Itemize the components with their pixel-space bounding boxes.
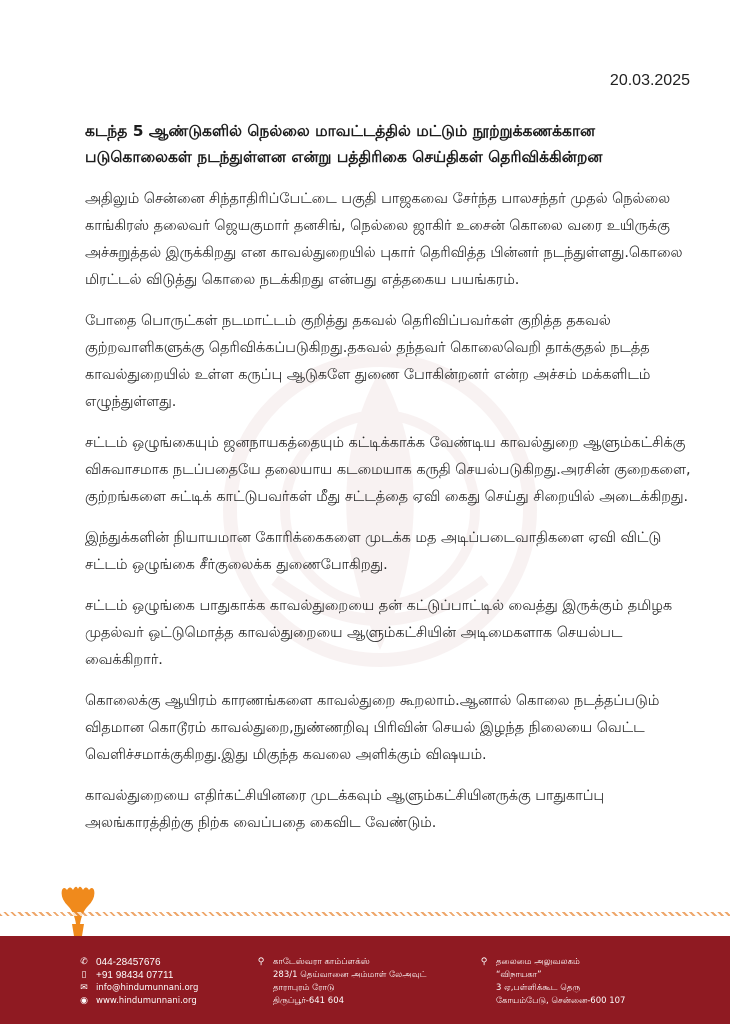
- phone-row: [78, 956, 248, 969]
- decorative-divider: [0, 912, 730, 916]
- address1-line1: காடேஸ்வரா காம்ப்ளக்ஸ்: [273, 957, 370, 967]
- paragraph-4: இந்துக்களின் நியாயமான கோரிக்கைகளை முடக்க மத அடிப்படைவாதிகளை ஏவி விட்டு சட்டம் ஒழுங்கை சீர்குலைக்க துணைபோகிறது.: [85, 530, 662, 573]
- address2-line1: தலைமை அலுவலகம்: [496, 957, 580, 967]
- address1-line1-row: [255, 956, 455, 969]
- address1-line4: திருப்பூர்-641 604: [273, 996, 345, 1006]
- address1-line3: தாராபுரம் ரோடு: [273, 983, 335, 993]
- email-row: [78, 982, 248, 995]
- paragraph-3: சட்டம் ஒழுங்கையும் ஜனநாயகத்தையும் கட்டிக்காக்க வேண்டிய காவல்துறை ஆளும்கட்சிக்கு விசுவாசமாக நடப்பதையே தலையாய கடமையாக கருதி செயல்படுகிறது.அரசின் குறைகளை, குற்றங்களை சுட்டிக் காட்டுபவர்கள் மீது சட்டத்தை ஏவி கைது செய்து சிறையில் அடைக்கிறது.: [85, 435, 691, 505]
- paragraph-5: சட்டம் ஒழுங்கை பாதுகாக்க காவல்துறையை தன் கட்டுப்பாட்டில் வைத்து இருக்கும் தமிழக முதல்வர் ஒட்டுமொத்த காவல்துறையை ஆளும்கட்சியின் அடிமைகளாக செயல்பட வைக்கிறார்.: [85, 598, 673, 668]
- web-row: [78, 995, 248, 1008]
- globe-icon: ◉: [80, 996, 88, 1006]
- footer-bar: [0, 936, 730, 1024]
- address2-line2: “விநாயகா”: [496, 970, 542, 980]
- contact-column: [78, 956, 248, 1008]
- paragraph-2: போதை பொருட்கள் நடமாட்டம் குறித்து தகவல் தெரிவிப்பவர்கள் குறித்த தகவல் குற்றவாளிகளுக்கு தெரிவிக்கப்படுகிறது.தகவல் தந்தவர் கொலைவெறி தாக்குதல் நடத்த காவல்துறையில் உள்ள கருப்பு ஆடுகளே துணை போகின்றனர் என்ற அச்சம் மக்களிடம் எழுந்துள்ளது.: [85, 313, 651, 410]
- lamp-flame-logo: [58, 884, 98, 938]
- paragraph-1: அதிலும் சென்னை சிந்தாதிரிப்பேட்டை பகுதி பாஜகவை சேர்ந்த பாலசந்தர் முதல் நெல்லை காங்கிரஸ் தலைவர் ஜெயகுமார் தனசிங், நெல்லை ஜாகிர் உசைன் கொலை வரை உயிருக்கு அச்சுறுத்தல் இருக்கிறது என காவல்துறையில் புகார் தெரிவித்த பின்னர் நடந்துள்ளது.கொலை மிரட்டல் விடுத்து கொலை நடக்கிறது என்பது எத்தகைய பயங்கரம்.: [85, 191, 683, 288]
- paragraph-7: காவல்துறையை எதிர்கட்சியினரை முடக்கவும் ஆளும்கட்சியினருக்கு பாதுகாப்பு அலங்காரத்திற்கு நிற்க வைப்பதை கைவிட வேண்டும்.: [85, 788, 605, 831]
- mobile-row: [78, 969, 248, 982]
- chennai-address-column: [478, 956, 698, 1008]
- email-icon: ✉: [80, 983, 88, 993]
- phone-number[interactable]: 044-28457676: [96, 957, 161, 968]
- document-date: 20.03.2025: [609, 72, 690, 89]
- email-link[interactable]: info@hindumunnani.org: [96, 983, 199, 993]
- tiruppur-address-column: [255, 956, 455, 1008]
- document-body: [85, 118, 695, 851]
- website-link[interactable]: www.hindumunnani.org: [96, 996, 197, 1006]
- address2-line3: 3 ஏ,பள்ளிக்கூட தெரு: [496, 983, 581, 993]
- address2-line1-row: [478, 956, 698, 969]
- mobile-number[interactable]: +91 98434 07711: [96, 970, 174, 981]
- mobile-icon: ▯: [81, 970, 87, 980]
- paragraph-6: கொலைக்கு ஆயிரம் காரணங்களை காவல்துறை கூறலாம்.ஆனால் கொலை நடத்தப்படும் விதமான கொடூரம் காவல்துறை,நுண்ணறிவு பிரிவின் செயல் இழந்த நிலையை வெட்ட வெளிச்சமாக்குகிறது.இது மிகுந்த கவலை அளிக்கும் விஷயம்.: [85, 693, 660, 763]
- phone-icon: ✆: [80, 957, 88, 967]
- address1-line2: 283/1 தெய்வானை அம்மாள் லேஅவுட்: [273, 970, 427, 980]
- location-pin-icon: ⚲: [257, 957, 265, 967]
- headline: கடந்த 5 ஆண்டுகளில் நெல்லை மாவட்டத்தில் மட்டும் நூற்றுக்கணக்கான படுகொலைகள் நடந்துள்ளன என்று பத்திரிகை செய்திகள் தெரிவிக்கின்றன: [85, 122, 603, 166]
- location-pin-icon: ⚲: [480, 957, 488, 967]
- address2-line4: கோயம்பேடு, சென்னை-600 107: [496, 996, 626, 1006]
